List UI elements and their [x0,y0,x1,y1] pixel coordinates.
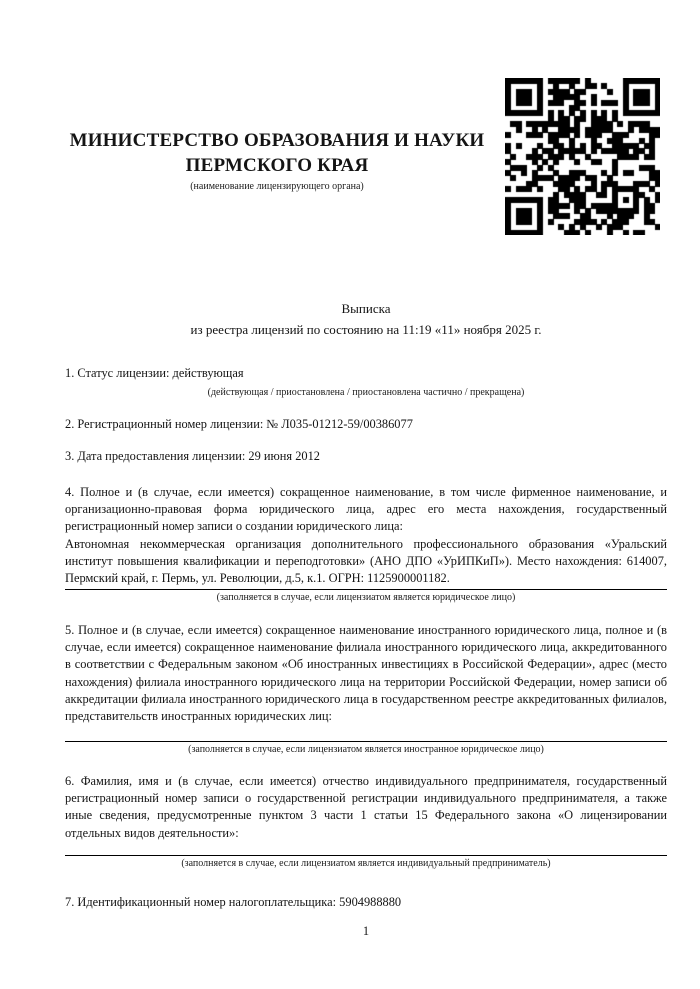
legal-entity-value: Автономная некоммерческая организация дополнительного профессионального образования «Уральский институт повышения квалификации и переподготовки» (АНО ДПО «УрИПКиП»). Место нахождения: 614007, Пермский край, г. Пермь, ул. Революции, д.5, к.1. ОГРН: 1125900001182. [65,536,667,586]
license-status-text: 1. Статус лицензии: действующая [65,366,244,380]
item-grant-date [65,448,667,465]
legal-entity-underline [65,589,667,590]
ministry-name-line1: МИНИСТЕРСТВО ОБРАЗОВАНИЯ И НАУКИ [69,130,485,151]
document-title-line2: из реестра лицензий по состоянию на 11:19 «11» ноября 2025 г. [190,321,542,337]
document-title-line1: Выписка [341,301,391,316]
foreign-entity-underline [65,741,667,742]
legal-entity-label: 4. Полное и (в случае, если имеется) сокращенное наименование, в том числе фирменное наименование, и организационно-правовая форма юридического лица, адрес его места нахождения, государственный регистрационный номер записи о создании юридического лица: [65,485,667,534]
qr-code-canvas [505,78,660,235]
item-license-status [65,365,667,399]
document-title [65,299,667,340]
registration-number-text: 2. Регистрационный номер лицензии: № Л035-01212-59/00386077 [65,417,413,431]
item-foreign-entity [65,622,667,756]
item-entrepreneur [65,773,667,870]
qr-code-icon [505,78,660,235]
foreign-entity-label: 5. Полное и (в случае, если имеется) сокращенное наименование иностранного юридического лица, полное и (в случае, если имеется) сокращенное наименование филиала иностранного юридического лица, аккредитованного в соответствии с Федеральным законом «Об иностранных инвестициях в Российской Федерации», адрес (место нахождения) филиала иностранного юридического лица на территории Российской Федерации, номер записи об аккредитации филиала иностранного юридического лица в государственном реестре аккредитованных филиалов, представительств иностранных юридических лиц: [65,623,667,724]
entrepreneur-underline [65,855,667,856]
grant-date-text: 3. Дата предоставления лицензии: 29 июня 2012 [65,449,321,463]
item-taxpayer-id [65,894,667,911]
item-registration-number [65,416,667,433]
license-status-caption: (действующая / приостановлена / приостановлена частично / прекращена) [207,387,525,399]
ministry-name-line2: ПЕРМСКОГО КРАЯ [185,155,369,176]
licensing-authority-header [65,128,489,193]
taxpayer-id-text: 7. Идентификационный номер налогоплательщика: 5904988880 [65,895,402,909]
licensing-authority-caption: (наименование лицензирующего органа) [190,181,364,192]
entrepreneur-label: 6. Фамилия, имя и (в случае, если имеется) отчество индивидуального предпринимателя, государственный регистрационный номер записи о государственной регистрации индивидуального предпринимателя, а также иные сведения, предусмотренные пунктом 3 части 1 статьи 15 Федерального закона «О лицензировании отдельных видов деятельности»: [65,774,667,840]
foreign-entity-caption: (заполняется в случае, если лицензиатом является иностранное юридическое лицо) [188,744,544,756]
entrepreneur-caption: (заполняется в случае, если лицензиатом является индивидуальный предприниматель) [181,857,551,869]
legal-entity-caption: (заполняется в случае, если лицензиатом является юридическое лицо) [216,592,516,604]
page-number: 1 [362,924,370,938]
item-legal-entity [65,484,667,604]
